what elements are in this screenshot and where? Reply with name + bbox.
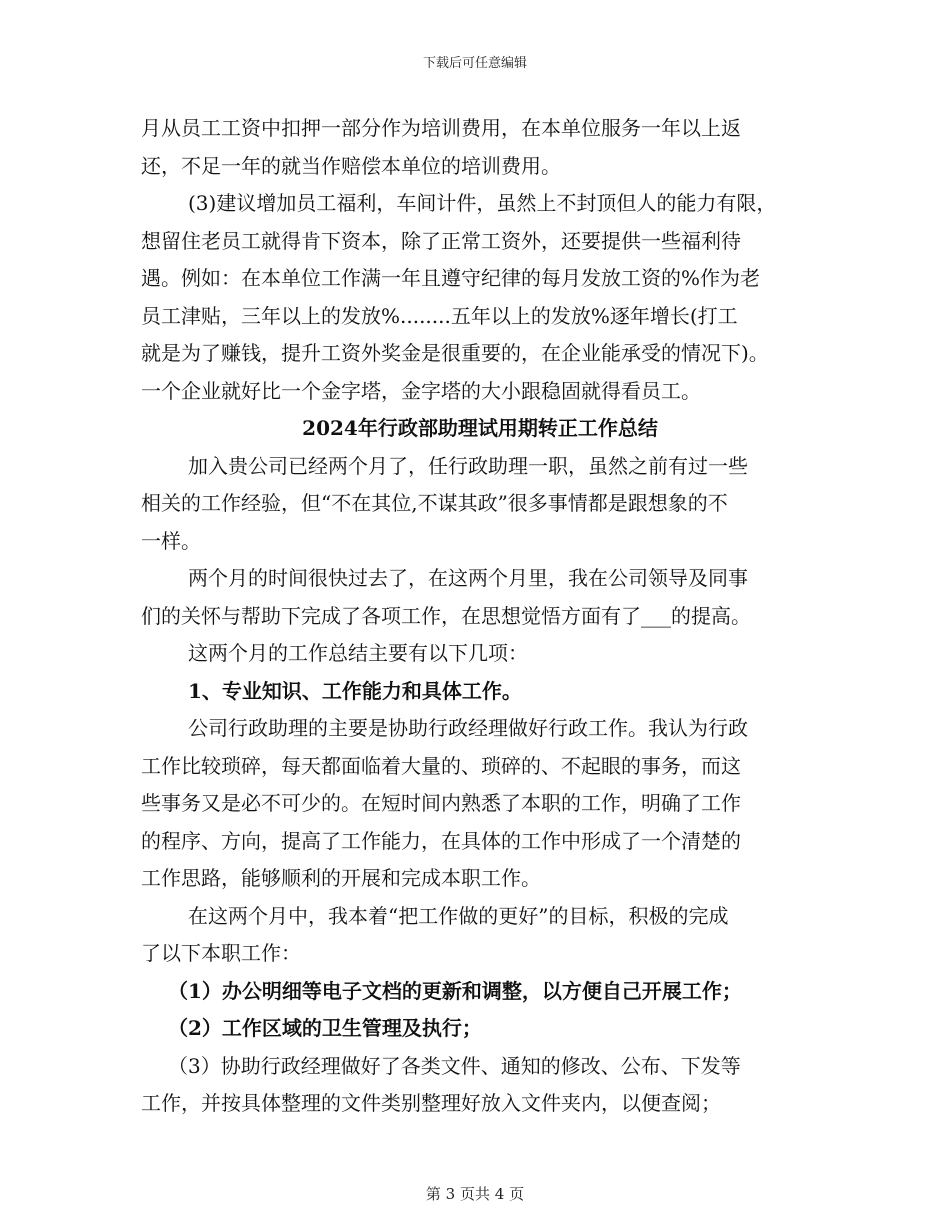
text-line: 的程序、方向，提高了工作能力，在具体的工作中形成了一个清楚的 <box>141 828 741 853</box>
text-line: 在这两个月中，我本着“把工作做的更好”的目标，积极的完成 <box>188 903 729 928</box>
text-line: 还，不足一年的就当作赔偿本单位的培训费用。 <box>141 153 561 178</box>
text-line: 工作思路，能够顺利的开展和完成本职工作。 <box>141 866 541 890</box>
page-header: 下载后可任意编辑 <box>422 56 527 71</box>
document-body <box>141 110 819 1123</box>
text-line: 两个月的时间很快过去了，在这两个月里，我在公司领导及同事 <box>188 566 748 590</box>
text-line: （3）协助行政经理做好了各类文件、通知的修改、公布、下发等 <box>168 1053 741 1078</box>
text-line: 了以下本职工作： <box>141 941 301 965</box>
text-line: 些事务又是必不可少的。在短时间内熟悉了本职的工作，明确了工作 <box>141 791 741 815</box>
text-line: （1）办公明细等电子文档的更新和调整，以方便自己开展工作； <box>168 978 742 1003</box>
text-line: 工作，并按具体整理的文件类别整理好放入文件夹内，以便查阅； <box>141 1091 721 1115</box>
text-line: 相关的工作经验，但“不在其位,不谋其政”很多事情都是跟想象的不 <box>141 491 728 515</box>
text-line: (3)建议增加员工福利，车间计件，虽然上不封顶但人的能力有限， <box>188 191 777 215</box>
page-footer: 第 3 页共 4 页 <box>425 1185 525 1203</box>
text-line: 这两个月的工作总结主要有以下几项： <box>188 641 528 665</box>
text-line: 工作比较琐碎，每天都面临着大量的、琐碎的、不起眼的事务，而这 <box>141 753 741 778</box>
text-line: 1、专业知识、工作能力和具体工作。 <box>188 678 522 703</box>
section-title: 2024年行政部助理试用期转正工作总结 <box>302 416 658 440</box>
text-line: 加入贵公司已经两个月了，任行政助理一职，虽然之前有过一些 <box>188 453 748 478</box>
text-line: 月从员工工资中扣押一部分作为培训费用，在本单位服务一年以上返 <box>141 116 741 140</box>
text-line: 一个企业就好比一个金字塔，金字塔的大小跟稳固就得看员工。 <box>141 378 701 403</box>
text-line: 公司行政助理的主要是协助行政经理做好行政工作。我认为行政 <box>188 716 748 740</box>
text-line: 想留住老员工就得肯下资本，除了正常工资外，还要提供一些福利待 <box>141 228 741 253</box>
text-line: 遇。例如：在本单位工作满一年且遵守纪律的每月发放工资的%作为老 <box>141 266 761 290</box>
text-line: 们的关怀与帮助下完成了各项工作，在思想觉悟方面有了___的提高。 <box>141 603 751 628</box>
text-line: （2）工作区域的卫生管理及执行； <box>168 1016 482 1040</box>
text-line: 一样。 <box>141 528 201 553</box>
text-line: 就是为了赚钱，提升工资外奖金是很重要的，在企业能承受的情况下)。 <box>141 341 769 365</box>
text-line: 员工津贴，三年以上的发放%........五年以上的发放%逐年增长(打工 <box>141 303 738 328</box>
